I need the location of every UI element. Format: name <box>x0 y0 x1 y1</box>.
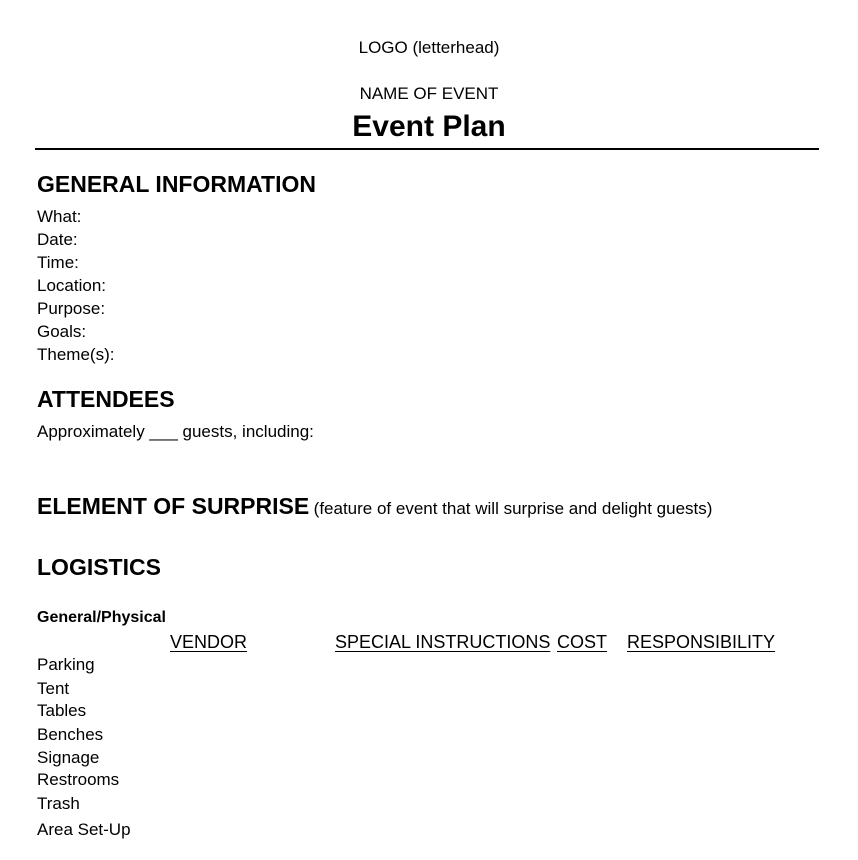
attendees-text: Approximately ___ guests, including: <box>37 422 314 441</box>
logistics-item-restrooms: Restrooms <box>37 770 120 789</box>
surprise-heading: ELEMENT OF SURPRISE <box>37 493 310 519</box>
column-header-vendor: VENDOR <box>170 632 248 652</box>
logistics-item-benches: Benches <box>37 725 104 744</box>
document-title: Event Plan <box>352 110 506 143</box>
surprise-note: (feature of event that will surprise and delight guests) <box>313 499 713 518</box>
general-physical-subheading: General/Physical <box>37 609 166 626</box>
title-divider <box>35 148 819 150</box>
logistics-item-signage: Signage <box>37 748 100 767</box>
event-name: NAME OF EVENT <box>359 84 499 103</box>
logistics-item-tables: Tables <box>37 701 87 720</box>
surprise-line <box>37 493 712 520</box>
column-header-responsibility: RESPONSIBILITY <box>627 632 776 652</box>
field-goals: Goals: <box>37 322 87 341</box>
column-header-special-instructions: SPECIAL INSTRUCTIONS <box>335 632 551 652</box>
field-time: Time: <box>37 253 79 272</box>
logistics-item-area-set-up: Area Set-Up <box>37 820 131 839</box>
logistics-item-tent: Tent <box>37 679 70 698</box>
field-location: Location: <box>37 276 106 295</box>
logistics-item-trash: Trash <box>37 794 80 813</box>
column-header-cost: COST <box>557 632 608 652</box>
field-date: Date: <box>37 230 78 249</box>
attendees-heading: ATTENDEES <box>37 386 175 412</box>
general-information-heading: GENERAL INFORMATION <box>37 171 316 197</box>
field-themes: Theme(s): <box>37 345 115 364</box>
field-purpose: Purpose: <box>37 299 106 318</box>
field-what: What: <box>37 207 82 226</box>
logistics-item-parking: Parking <box>37 655 95 674</box>
logistics-heading: LOGISTICS <box>37 554 161 580</box>
logo-placeholder: LOGO (letterhead) <box>358 38 500 57</box>
